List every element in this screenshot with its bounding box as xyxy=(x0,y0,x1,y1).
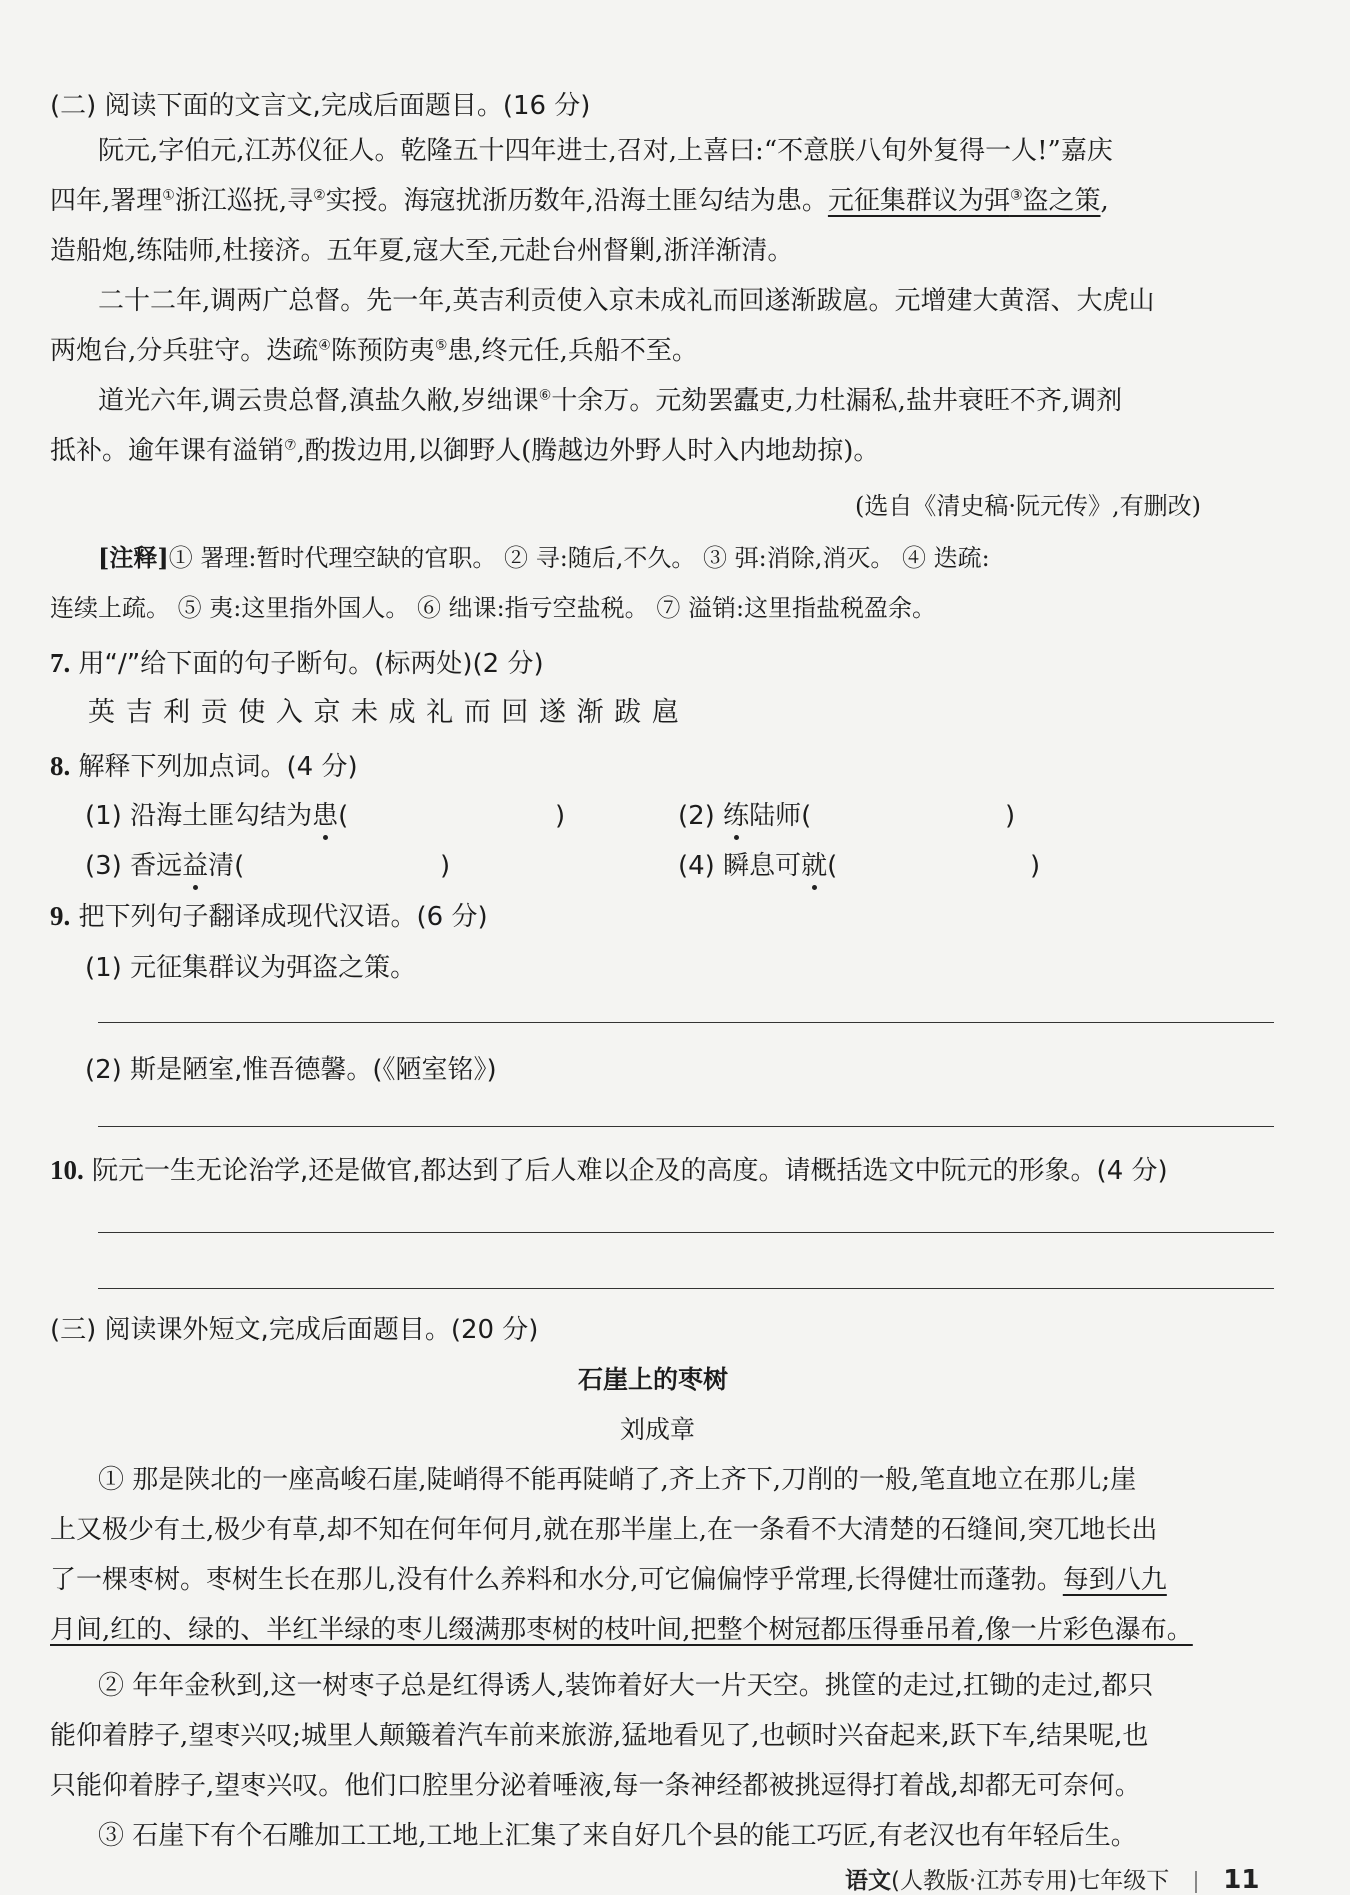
section3-heading: (三) 阅读课外短文,完成后面题目。(20 分) xyxy=(50,1315,539,1345)
article-title: 石崖上的枣树 xyxy=(578,1365,729,1394)
answer-line[interactable] xyxy=(98,1022,1274,1023)
question-7: 7. 用“/”给下面的句子断句。(标两处)(2 分) xyxy=(50,648,544,679)
passage-line xyxy=(50,1612,1193,1648)
passage-line: 阮元,字伯元,江苏仪征人。乾隆五十四年进士,召对,上喜曰:“不意朕八旬外复得一人!”嘉庆 xyxy=(98,136,1113,166)
q8-item-4: (4) 瞬息可就( xyxy=(678,848,837,884)
passage-line: 两炮台,分兵驻守。迭疏④陈预防夷⑤患,终元任,兵船不至。 xyxy=(50,336,698,366)
passage-line: 了一棵枣树。枣树生长在那儿,没有什么养料和水分,可它偏偏悖乎常理,长得健壮而蓬勃。每到八九 xyxy=(50,1565,1167,1595)
passage-line: 抵补。逾年课有溢销⑦,酌拨边用,以御野人(腾越边外野人时入内地劫掠)。 xyxy=(50,436,880,466)
underlined-sentence: 每到八九 xyxy=(1062,1565,1167,1595)
dotted-word: 益 xyxy=(182,848,208,884)
dotted-word: 就 xyxy=(801,848,827,884)
q8-item-2: (2) 练陆师( xyxy=(678,798,811,834)
question-10: 10. 阮元一生无论治学,还是做官,都达到了后人难以企及的高度。请概括选文中阮元的形象。(4 分) xyxy=(50,1155,1168,1186)
q8-item-1-close: ) xyxy=(555,801,566,831)
page-footer xyxy=(845,1862,1259,1895)
passage-line: 能仰着脖子,望枣兴叹;城里人颠簸着汽车前来旅游,猛地看见了,也顿时兴奋起来,跃下车,结果呢,也 xyxy=(50,1721,1149,1751)
passage-line: 只能仰着脖子,望枣兴叹。他们口腔里分泌着唾液,每一条神经都被挑逗得打着战,却都无可奈何。 xyxy=(50,1771,1141,1801)
article-author: 刘成章 xyxy=(620,1415,696,1444)
notes: 连续上疏。 ⑤ 夷:这里指外国人。 ⑥ 绌课:指亏空盐税。 ⑦ 溢销:这里指盐税盈余。 xyxy=(50,594,937,622)
passage-line: 二十二年,调两广总督。先一年,英吉利贡使入京未成礼而回遂渐跋扈。元增建大黄滘、大虎山 xyxy=(98,286,1155,316)
q8-item-3: (3) 香远益清( xyxy=(85,848,244,884)
question-8: 8. 解释下列加点词。(4 分) xyxy=(50,751,358,782)
passage-source: (选自《清史稿·阮元传》,有删改) xyxy=(855,492,1201,520)
dotted-word: 练 xyxy=(723,798,749,834)
dotted-word: 患 xyxy=(312,798,338,834)
underlined-sentence: 元征集群议为弭③盗之策 xyxy=(827,186,1101,216)
q7-sentence: 英 吉 利 贡 使 入 京 未 成 礼 而 回 遂 渐 跋 扈 xyxy=(88,697,680,728)
q8-item-1: (1) 沿海土匪勾结为患( xyxy=(85,798,348,834)
q8-item-3-close: ) xyxy=(440,851,451,881)
passage-line: 道光六年,调云贵总督,滇盐久敝,岁绌课⑥十余万。元劾罢蠹吏,力杜漏私,盐井衰旺不齐,调剂 xyxy=(98,386,1123,416)
underlined-sentence: 月间,红的、绿的、半红半绿的枣儿缀满那枣树的枝叶间,把整个树冠都压得垂吊着,像一片彩色瀑布。 xyxy=(50,1615,1193,1645)
q8-item-2-close: ) xyxy=(1005,801,1016,831)
q8-item-4-close: ) xyxy=(1030,851,1041,881)
q9-sentence-1: (1) 元征集群议为弭盗之策。 xyxy=(85,953,417,983)
notes-label: [注释] xyxy=(98,543,169,572)
question-9: 9. 把下列句子翻译成现代汉语。(6 分) xyxy=(50,901,488,932)
passage-line: 四年,署理①浙江巡抚,寻②实授。海寇扰浙历数年,沿海土匪勾结为患。元征集群议为弭③盗之策, xyxy=(50,186,1109,216)
notes: [注释]① 署理:暂时代理空缺的官职。 ② 寻:随后,不久。 ③ 弭:消除,消灭。 ④ 迭疏: xyxy=(98,543,990,572)
passage-line: ② 年年金秋到,这一树枣子总是红得诱人,装饰着好大一片天空。挑筐的走过,扛锄的走过,都只 xyxy=(98,1671,1154,1701)
footer-subject: 语文 xyxy=(845,1868,891,1894)
section2-heading: (二) 阅读下面的文言文,完成后面题目。(16 分) xyxy=(50,91,591,121)
footer-divider xyxy=(1195,1871,1197,1893)
passage-line: 上又极少有土,极少有草,却不知在何年何月,就在那半崖上,在一条看不大清楚的石缝间,突兀地长出 xyxy=(50,1515,1158,1545)
q9-sentence-2: (2) 斯是陋室,惟吾德馨。(《陋室铭》) xyxy=(85,1055,497,1085)
page-number: 11 xyxy=(1223,1865,1260,1895)
passage-line: ③ 石崖下有个石雕加工工地,工地上汇集了来自好几个县的能工巧匠,有老汉也有年轻后生。 xyxy=(98,1821,1137,1851)
answer-line[interactable] xyxy=(98,1126,1274,1127)
answer-line[interactable] xyxy=(98,1288,1274,1289)
passage-line: 造船炮,练陆师,杜接济。五年夏,寇大至,元赴台州督剿,浙洋渐清。 xyxy=(50,236,794,266)
passage-line: ① 那是陕北的一座高峻石崖,陡峭得不能再陡峭了,齐上齐下,刀削的一般,笔直地立在那儿;崖 xyxy=(98,1465,1137,1495)
answer-line[interactable] xyxy=(98,1232,1274,1233)
footer-edition: (人教版·江苏专用)七年级下 xyxy=(891,1868,1170,1894)
